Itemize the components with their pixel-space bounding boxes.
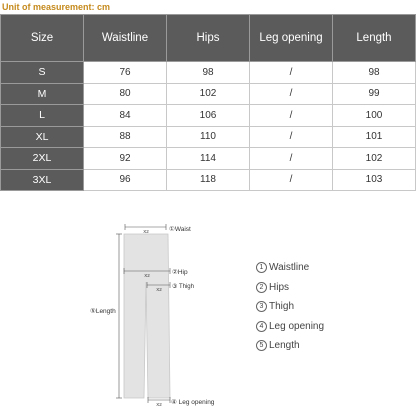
legend-label: Length (269, 340, 300, 351)
header-hips: Hips (167, 15, 250, 62)
hips-cell: 114 (167, 148, 250, 170)
hips-cell: 110 (167, 126, 250, 148)
header-leg-opening: Leg opening (250, 15, 333, 62)
legend-item-leg-opening (256, 317, 324, 337)
waistline-cell: 80 (84, 83, 167, 105)
legend-item-length (256, 336, 324, 356)
legend-number: 4 (256, 321, 267, 332)
length-cell: 100 (333, 105, 416, 127)
legend-item-thigh (256, 297, 324, 317)
thigh-x2-label: X2 (156, 287, 162, 292)
waistline-cell: 96 (84, 169, 167, 191)
length-cell: 99 (333, 83, 416, 105)
hips-cell: 98 (167, 62, 250, 84)
leg-opening-cell: / (250, 105, 333, 127)
hips-cell: 106 (167, 105, 250, 127)
waist-marker (125, 224, 191, 234)
legend-label: Hips (269, 281, 290, 293)
hip-x2-label: X2 (144, 273, 150, 278)
leg-opening-marker (148, 397, 215, 407)
legend-number: 1 (256, 262, 267, 273)
leg-opening-cell: / (250, 83, 333, 105)
hips-cell: 102 (167, 83, 250, 105)
waistline-cell: 88 (84, 126, 167, 148)
unit-label: Unit of measurement: cm (2, 2, 111, 12)
legend-item-waistline (256, 258, 324, 278)
size-cell: XL (1, 126, 84, 148)
legend-label: Leg opening (269, 320, 325, 332)
leg-opening-x2-label: X2 (156, 402, 162, 407)
size-cell: 3XL (1, 169, 84, 191)
size-cell: 2XL (1, 148, 84, 170)
measurement-legend (256, 258, 324, 356)
pants-illustration (124, 234, 170, 398)
length-cell: 102 (333, 148, 416, 170)
length-cell: 101 (333, 126, 416, 148)
legend-number: 3 (256, 301, 267, 312)
hips-cell: 118 (167, 169, 250, 191)
thigh-label: ③ Thigh (172, 284, 194, 290)
hip-label: ②Hip (172, 269, 188, 276)
header-size: Size (1, 15, 84, 62)
legend-label: Waistline (269, 262, 310, 273)
legend-number: 5 (256, 340, 267, 351)
waist-x2-label: X2 (143, 229, 149, 234)
size-cell: S (1, 62, 84, 84)
length-cell: 98 (333, 62, 416, 84)
length-cell: 103 (333, 169, 416, 191)
waistline-cell: 84 (84, 105, 167, 127)
header-length: Length (333, 15, 416, 62)
length-label: ⑤Length (90, 308, 116, 315)
leg-opening-cell: / (250, 62, 333, 84)
size-cell: M (1, 83, 84, 105)
leg-opening-cell: / (250, 169, 333, 191)
leg-opening-label: ④ Leg opening (171, 399, 215, 406)
leg-opening-cell: / (250, 126, 333, 148)
size-cell: L (1, 105, 84, 127)
length-marker (90, 234, 122, 398)
legend-number: 2 (256, 282, 267, 293)
waistline-cell: 76 (84, 62, 167, 84)
waist-label: ①Waist (169, 226, 191, 233)
header-waistline: Waistline (84, 15, 167, 62)
legend-item-hips (256, 278, 324, 298)
legend-label: Thigh (269, 301, 295, 312)
leg-opening-cell: / (250, 148, 333, 170)
waistline-cell: 92 (84, 148, 167, 170)
